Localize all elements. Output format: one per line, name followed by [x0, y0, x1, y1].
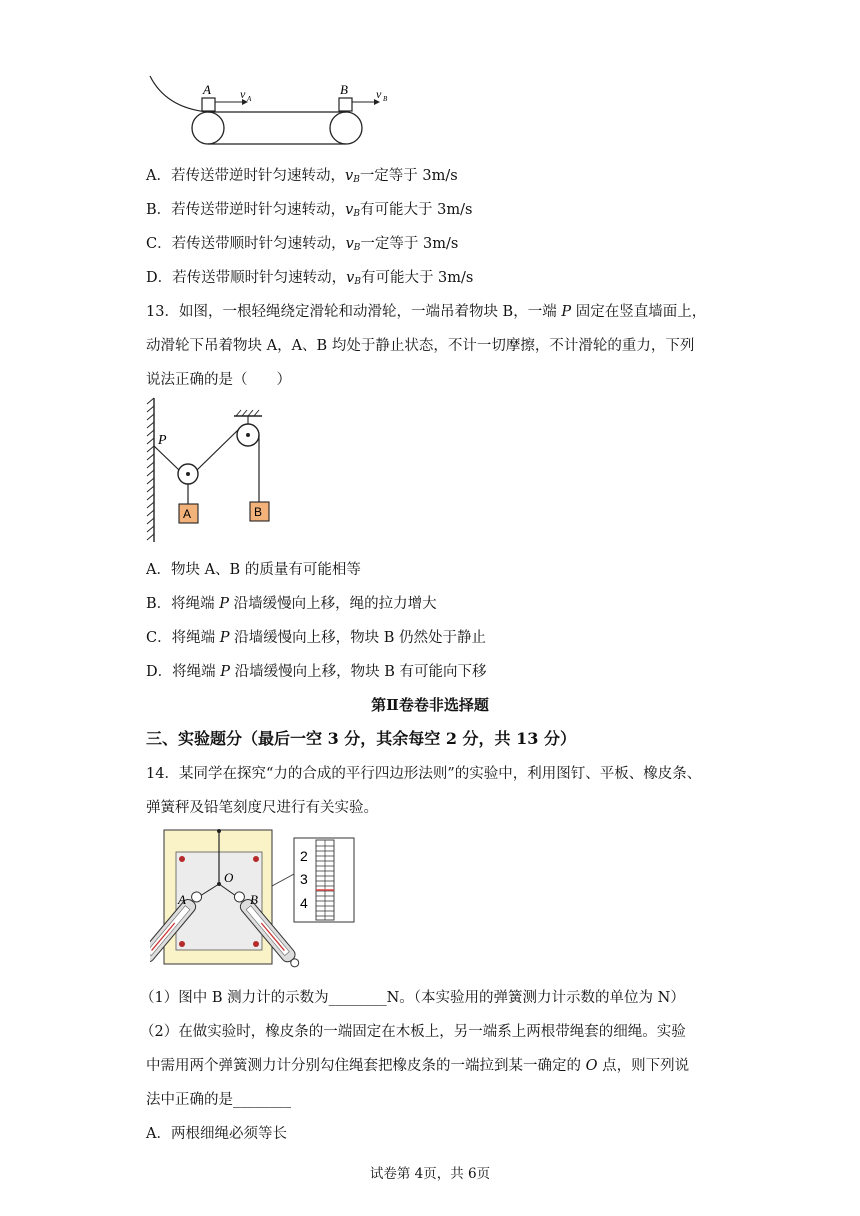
q13-option-d: D．将绳端 P 沿墙缓慢向上移，物块 B 有可能向下移 — [146, 664, 487, 680]
q13-stem-line-1: 13．如图，一根轻绳绕定滑轮和动滑轮，一端吊着物块 B，一端 P 固定在竖直墙面上， — [146, 304, 707, 320]
experiment-label-o: O — [224, 870, 234, 885]
q12-option-b: B．若传送带逆时针匀速转动，$v_B$有可能大于 3m/s — [146, 202, 473, 219]
q13-stem-line-3: 说法正确的是（ ） — [146, 372, 291, 388]
experiment-label-a: A — [178, 892, 186, 907]
section-3-title: 三、实验题分（最后一空 3 分，其余每空 2 分，共 13 分） — [146, 729, 576, 748]
pulley-figure — [146, 396, 276, 546]
section-2-title: 第Ⅱ卷卷非选择题 — [371, 696, 489, 714]
q14-option-a: A．两根细绳必须等长 — [146, 1126, 287, 1142]
q13-option-a: A．物块 A、B 的质量有可能相等 — [146, 562, 361, 578]
experiment-figure — [150, 826, 360, 968]
belt-label-vb-sub: B — [383, 95, 388, 103]
page-footer: 试卷第 4页，共 6页 — [369, 1166, 491, 1182]
q13-option-b: B．将绳端 P 沿墙缓慢向上移，绳的拉力增大 — [146, 596, 437, 612]
scale-mark-3: 3 — [300, 871, 308, 887]
experiment-label-b: B — [250, 892, 258, 907]
q14-stem-line-2: 弹簧秤及铅笔刻度尺进行有关实验。 — [146, 800, 378, 816]
q14-sub-2-blank: ________ — [233, 1092, 291, 1108]
belt-label-va-sub: A — [247, 95, 252, 103]
belt-label-a: A — [203, 82, 211, 97]
scale-mark-2: 2 — [300, 848, 308, 864]
belt-label-b: B — [340, 82, 348, 97]
q14-sub-2-line-2: 中需用两个弹簧测力计分别勾住绳套把橡皮条的一端拉到某一确定的 O 点，则下列说 — [146, 1058, 690, 1074]
conveyor-belt-figure — [146, 72, 406, 150]
pulley-label-p: P — [158, 433, 167, 448]
q14-stem-line-1: 14．某同学在探究“力的合成的平行四边形法则”的实验中，利用图钉、平板、橡皮条、 — [146, 766, 702, 782]
q13-option-c: C．将绳端 P 沿墙缓慢向上移，物块 B 仍然处于静止 — [146, 630, 486, 646]
q13-stem-line-2: 动滑轮下吊着物块 A，A、B 均处于静止状态，不计一切摩擦，不计滑轮的重力，下列 — [146, 338, 695, 354]
q14-sub-2-line-3: 法中正确的是________ — [146, 1092, 291, 1108]
belt-label-vb: v — [376, 87, 382, 101]
q12-option-a: A．若传送带逆时针匀速转动，$v_B$一定等于 3m/s — [146, 168, 458, 185]
q14-sub-1: （1）图中 B 测力计的示数为________N。（本实验用的弹簧测力计示数的单位为 N） — [140, 990, 685, 1006]
q12-option-d: D．若传送带顺时针匀速转动，$v_B$有可能大于 3m/s — [146, 270, 474, 287]
block-b-label: B — [254, 505, 263, 519]
q12-option-c: C．若传送带顺时针匀速转动，$v_B$一定等于 3m/s — [146, 236, 459, 253]
scale-mark-4: 4 — [300, 895, 308, 911]
q14-sub-2-line-1: （2）在做实验时，橡皮条的一端固定在木板上，另一端系上两根带绳套的细绳。实验 — [140, 1024, 686, 1040]
belt-label-va: v — [240, 87, 246, 101]
block-a-label: A — [183, 507, 192, 521]
q14-sub-1-blank: ________ — [328, 990, 387, 1006]
